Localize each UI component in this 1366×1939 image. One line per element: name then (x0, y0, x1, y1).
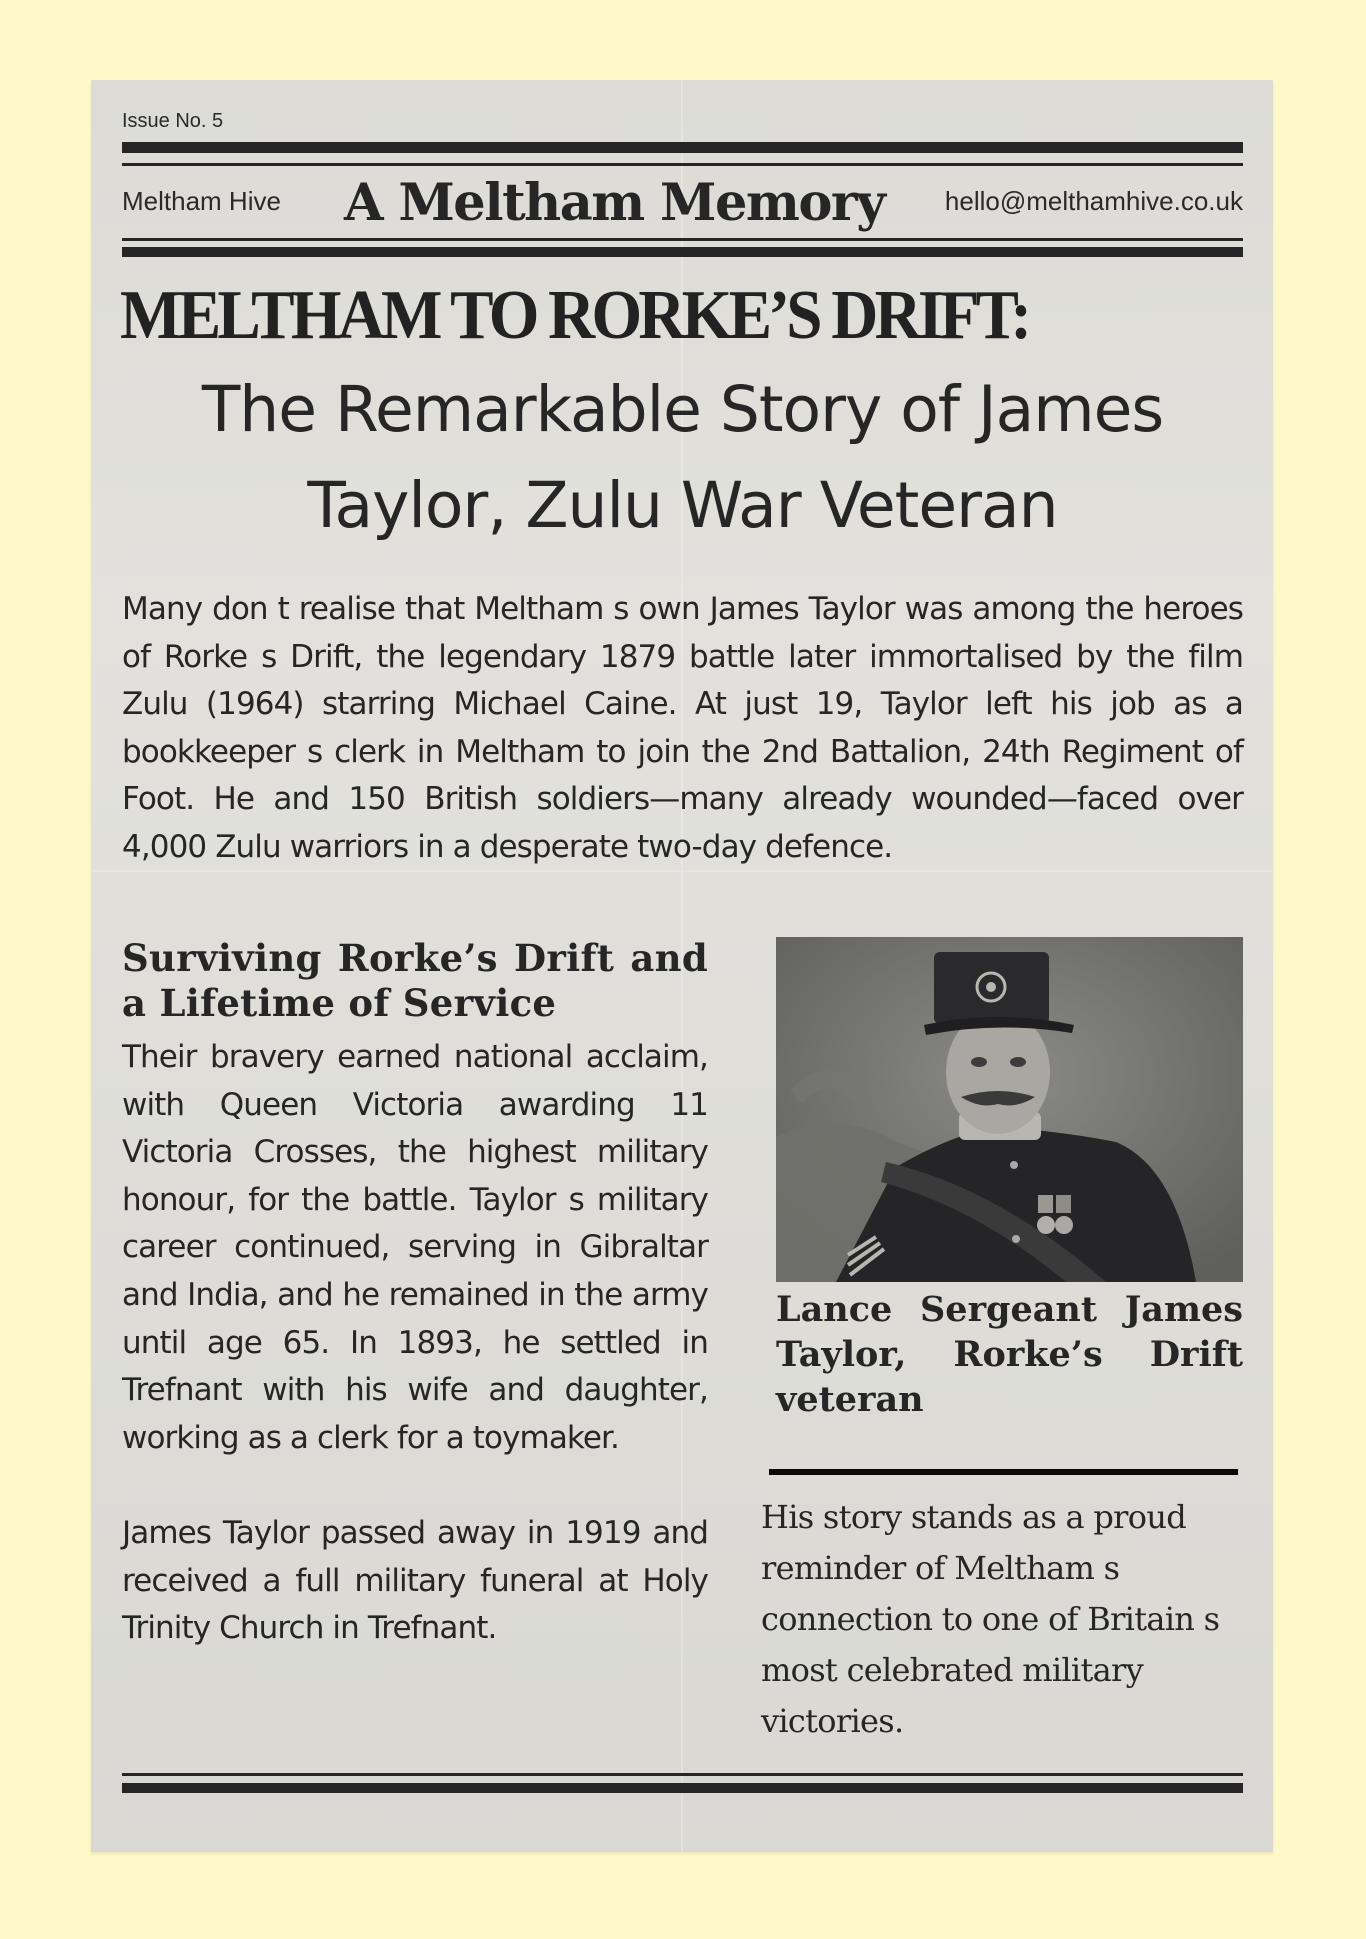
masthead-rule-thin-bottom (122, 238, 1243, 241)
subheadline-line-2: Taylor, Zulu War Veteran (307, 469, 1058, 542)
footer-rule-thick (122, 1783, 1243, 1793)
intro-paragraph: Many don t realise that Meltham s own James Taylor was among the heroes of Rorke s Drift, the legendary 1879 battle later immortalised by the film Zulu (1964) starring Michael Caine. At just 19, Taylor left his job as a bookkeeper s clerk in Meltham to join the 2nd Battalion, 24th Regiment of Foot. He and 150 British soldiers—many already wounded—faced over 4,000 Zulu warriors in a desperate two-day defence. (122, 591, 1243, 865)
masthead-rule-thin-top (122, 163, 1243, 166)
soldier-portrait-photo (776, 937, 1243, 1282)
left-column (122, 1034, 708, 1653)
column-divider-rule (769, 1469, 1238, 1475)
masthead-title: A Meltham Memory (344, 173, 885, 233)
body-paragraph: Their bravery earned national acclaim, with Queen Victoria awarding 11 Victoria Crosses, the highest military honour, for the battle. Taylor s military career continued, serving in Gibraltar and India, and he remained in the army until age 65. In 1893, he settled in Trefnant with his wife and daughter, working as a clerk for a toymaker. (122, 1039, 708, 1456)
body-paragraph: James Taylor passed away in 1919 and received a full military funeral at Holy Trinity Church in Trefnant. (122, 1514, 708, 1647)
newsletter-page (91, 80, 1273, 1852)
masthead-rule-thick-bottom (122, 247, 1243, 257)
publisher-name: Meltham Hive (122, 186, 281, 216)
contact-email[interactable]: hello@melthamhive.co.uk (944, 186, 1243, 216)
portrait-illustration (776, 937, 1243, 1282)
footer-rule-thin (122, 1773, 1243, 1776)
masthead-rule-thick-top (122, 142, 1243, 153)
article-headline: MELTHAM TO RORKE’S DRIFT: (120, 277, 1029, 354)
issue-number: Issue No. 5 (122, 110, 224, 132)
closing-paragraph: His story stands as a proud reminder of Meltham s connection to one of Britain s most celebrated military victories. (761, 1498, 1220, 1740)
section-heading: Surviving Rorke’s Drift and a Lifetime of Service (122, 936, 708, 1025)
photo-caption: Lance Sergeant James Taylor, Rorke’s Drift veteran (776, 1289, 1243, 1420)
subheadline-line-1: The Remarkable Story of James (201, 373, 1164, 446)
article-subheadline (122, 362, 1243, 554)
